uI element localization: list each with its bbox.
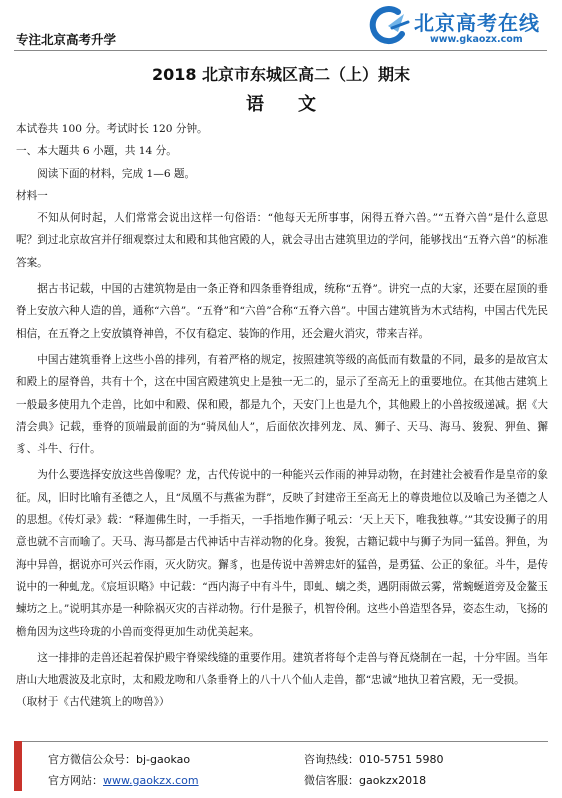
footer-accent-bar — [14, 741, 22, 791]
paragraph: 不知从何时起，人们常常会说出这样一句俗语：“他每天无所事事，闲得五脊六兽。”“五脊六兽”是什么意思呢？到过北京故宫并仔细观察过太和殿和其他宫殿的人，就会寻出古建筑里边的学问，能够找出“五脊六兽”的标准答案。 — [16, 212, 548, 269]
service-info — [304, 772, 426, 788]
instruction: 阅读下面的材料，完成 1—6 题。 — [37, 167, 196, 180]
wechat-label: 官方微信公众号： — [48, 753, 136, 766]
subject-heading: 语文 — [246, 94, 350, 115]
paragraph: 为什么要选择安放这些兽像呢？龙，古代传说中的一种能兴云作雨的神异动物，在封建社会被看作是皇帝的象征。凤，旧时比喻有圣德之人，且“凤凰不与燕雀为群”，反映了封建帝王至高无上的尊贵地位以及喻己为圣德之人的思想。《传灯录》载：“释迦佛生时，一手指天，一手指地作狮子吼云：‘天上天下，唯我独尊。’”其安设狮子的用意也就不言而喻了。天马、海马都是古代神话中吉祥动物的化身。狻猊，古籍记载中与狮子为同一猛兽。狎鱼，为海中异兽，据说亦可兴云作雨，灭火防灾。獬豸，也是传说中善辨忠奸的猛兽，是勇猛、公正的象征。斗牛，是传说中的一种虬龙。《宸垣识略》中记载：“西内海子中有斗牛，即虬、螭之类，遇阴雨做云雾，常蜿蜒道旁及金鳌玉蝀坊之上。”说明其亦是一种除祸灭灾的吉祥动物。行什是猴子，机智伶俐。这些小兽造型各异，姿态生动，飞扬的檐角因为这些玲珑的小兽而变得更加生动优美起来。 — [16, 469, 548, 638]
logo-name: 北京高考在线 — [414, 11, 540, 35]
source-citation: （取材于《古代建筑上的吻兽》） — [16, 696, 170, 709]
website-info — [48, 772, 199, 788]
site-logo[interactable] — [368, 4, 548, 48]
paragraph: 据古书记载，中国的古建筑物是由一条正脊和四条垂脊组成，统称“五脊”。讲究一点的大家，还要在屋顶的垂脊上安放六种人造的兽，通称“六兽”。“五脊”和“六兽”合称“五脊六兽”。中国古建筑皆为木式结构，中国古代先民相信，在五脊之上安放镇脊神兽，不仅有稳定、装饰的作用，还会避火消灾，带来吉祥。 — [16, 283, 548, 340]
document-title: 2018 北京市东城区高二（上）期末 — [151, 65, 411, 84]
exam-info: 本试卷共 100 分。考试时长 120 分钟。 — [16, 123, 208, 135]
paragraph: 中国古建筑垂脊上这些小兽的排列，有着严格的规定，按照建筑等级的高低而有数量的不同，最多的是故宫太和殿上的屋脊兽，共有十个，这在中国宫殿建筑史上是独一无二的，显示了至高无上的重要地位。在其他古建筑上一般最多使用九个走兽，比如中和殿、保和殿，都是九个，天安门上也是九个，其他殿上的小兽按级递减。据《大清会典》记载，垂脊的顶端最前面的为“骑凤仙人”，后面依次排列龙、凤、狮子、天马、海马、狻猊、狎鱼、獬豸、斗牛、行什。 — [16, 353, 548, 456]
gk-swoosh-logo-icon — [368, 4, 412, 48]
footer-divider — [14, 741, 548, 742]
hotline-info — [304, 751, 443, 767]
header-tagline: 专注北京高考升学 — [16, 32, 117, 47]
header-divider — [14, 50, 547, 51]
paragraph: 这一排排的走兽还起着保护殿宇脊梁线缝的重要作用。建筑者将每个走兽与脊瓦烧制在一起，十分牢固。当年唐山大地震波及北京时，太和殿龙吻和八条垂脊上的八十八个仙人走兽，都“忠诚”地执卫着宫殿，无一受损。 — [16, 651, 548, 687]
page-footer — [14, 741, 548, 791]
service-value: gaokzx2018 — [359, 774, 427, 787]
wechat-info — [48, 751, 190, 767]
section-heading: 一、本大题共 6 小题，共 14 分。 — [16, 145, 177, 158]
logo-url[interactable]: www.gkaozx.com — [430, 34, 523, 45]
document-body — [16, 118, 548, 714]
website-link[interactable]: www.gaokzx.com — [103, 774, 199, 787]
hotline-value: 010-5751 5980 — [359, 753, 444, 766]
hotline-label: 咨询热线： — [304, 753, 359, 766]
website-label: 官方网站： — [48, 774, 103, 787]
wechat-value: bj-gaokao — [136, 753, 191, 766]
service-label: 微信客服： — [304, 774, 359, 787]
material-title: 材料一 — [16, 189, 48, 202]
